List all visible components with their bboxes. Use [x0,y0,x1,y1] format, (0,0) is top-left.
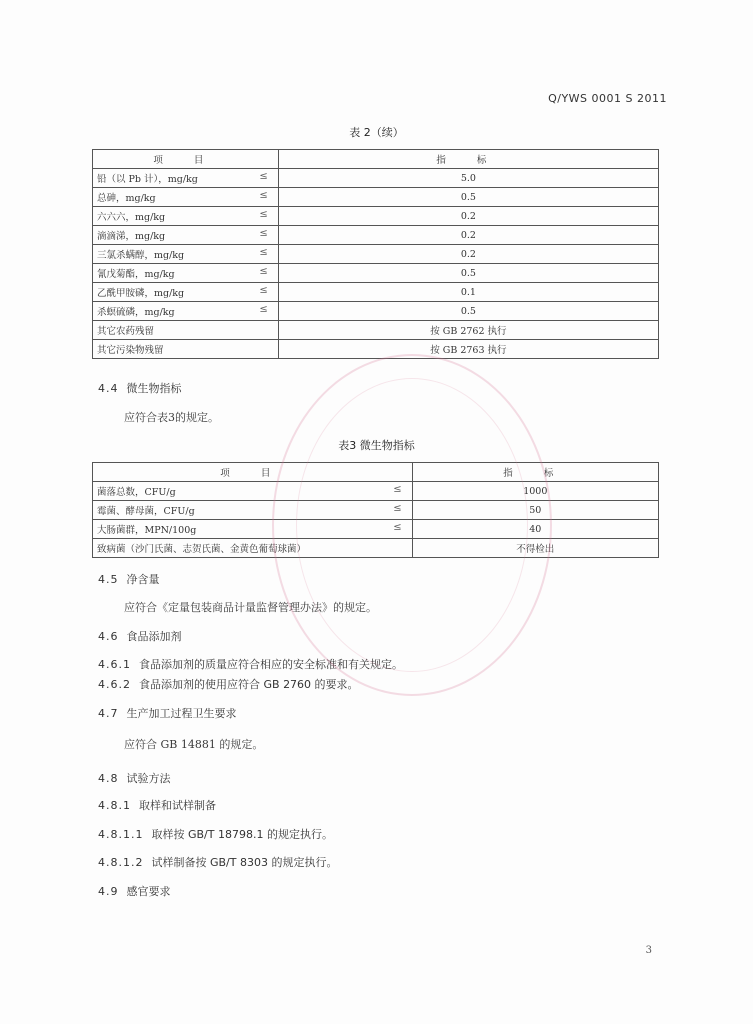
section-4-4-heading [98,380,182,396]
section-title: 试验方法 [126,772,171,785]
operator-symbol: ≤ [393,503,402,514]
section-4-7-text: 应符合 GB 14881 的规定。 [124,738,264,751]
section-title: 微生物指标 [126,382,182,395]
operator-symbol: ≤ [259,190,268,201]
item-name: 致病菌（沙门氏菌、志贺氏菌、金黄色葡萄球菌） [97,544,307,555]
table3-header-row [93,463,659,482]
table3-body [93,482,659,558]
value-cell: 0.2 [278,245,658,264]
item-name: 乙酰甲胺磷，mg/kg [97,288,185,299]
item-name: 其它农药残留 [97,326,155,337]
table3-header-value: 指 标 [412,463,658,482]
table-row [93,169,659,188]
value-cell: 40 [412,520,658,539]
value-cell: 0.2 [278,226,658,245]
operator-symbol: ≤ [259,266,268,277]
item-cell [93,302,279,321]
table2-caption: 表 2（续） [349,126,404,139]
section-number: 4.7 [98,707,119,720]
section-text: 食品添加剂的使用应符合 GB 2760 的要求。 [139,678,359,691]
value-cell: 0.5 [278,188,658,207]
operator-symbol: ≤ [393,484,402,495]
item-name: 霉菌、酵母菌，CFU/g [97,506,195,517]
section-4-6-heading [98,628,182,644]
section-number: 4.8.1 [98,799,131,812]
section-4-6-2 [98,676,359,692]
operator-symbol: ≤ [259,171,268,182]
section-number: 4.6.1 [98,658,131,671]
section-4-8-1-1 [98,826,333,842]
value-cell: 按 GB 2763 执行 [278,340,658,359]
item-name: 滴滴涕，mg/kg [97,231,166,242]
item-name: 大肠菌群，MPN/100g [97,525,197,536]
table-row [93,283,659,302]
item-name: 总砷，mg/kg [97,193,156,204]
section-title: 取样和试样制备 [139,799,216,812]
operator-symbol: ≤ [393,522,402,533]
table3-caption: 表3 微生物指标 [338,439,415,452]
item-name: 其它污染物残留 [97,345,164,356]
table-row [93,501,659,520]
table-row [93,539,659,558]
section-number: 4.9 [98,885,119,898]
item-name: 铅（以 Pb 计），mg/kg [97,174,198,185]
value-cell: 0.2 [278,207,658,226]
table2-header-row [93,150,659,169]
item-cell [93,207,279,226]
section-4-9-heading [98,883,171,899]
document-code: Q/YWS 0001 S 2011 [548,92,667,105]
section-number: 4.6.2 [98,678,131,691]
table-row [93,245,659,264]
table2-body [93,169,659,359]
table-row [93,482,659,501]
table3 [92,462,659,558]
value-cell: 0.5 [278,302,658,321]
table2-header-item: 项 目 [93,150,279,169]
section-4-5-text: 应符合《定量包装商品计量监督管理办法》的规定。 [124,601,377,614]
table2-header-value: 指 标 [278,150,658,169]
table-row [93,340,659,359]
item-cell [93,188,279,207]
table-row [93,321,659,340]
section-number: 4.5 [98,573,119,586]
item-cell [93,482,413,501]
section-4-4-text: 应符合表3的规定。 [124,411,219,424]
item-cell [93,245,279,264]
item-cell [93,226,279,245]
table2 [92,149,659,359]
table-row [93,302,659,321]
item-cell [93,520,413,539]
value-cell: 按 GB 2762 执行 [278,321,658,340]
item-name: 氰戊菊酯，mg/kg [97,269,175,280]
table-row [93,264,659,283]
item-cell [93,283,279,302]
operator-symbol: ≤ [259,247,268,258]
value-cell: 不得检出 [412,539,658,558]
section-number: 4.8 [98,772,119,785]
section-4-8-heading [98,770,171,786]
section-4-7-heading [98,705,237,721]
section-number: 4.8.1.1 [98,828,144,841]
section-4-8-1-heading [98,797,216,813]
item-cell [93,264,279,283]
operator-symbol: ≤ [259,304,268,315]
page-number: 3 [645,945,652,956]
section-number: 4.6 [98,630,119,643]
section-text: 食品添加剂的质量应符合相应的安全标准和有关规定。 [139,658,403,671]
operator-symbol: ≤ [259,228,268,239]
item-cell [93,169,279,188]
value-cell: 5.0 [278,169,658,188]
item-name: 菌落总数，CFU/g [97,487,176,498]
section-title: 净含量 [126,573,160,586]
section-number: 4.4 [98,382,119,395]
table-row [93,226,659,245]
item-name: 杀螟硫磷，mg/kg [97,307,175,318]
section-4-8-1-2 [98,854,337,870]
value-cell: 50 [412,501,658,520]
section-title: 生产加工过程卫生要求 [126,707,237,720]
operator-symbol: ≤ [259,285,268,296]
section-title: 食品添加剂 [126,630,182,643]
item-name: 六六六，mg/kg [97,212,166,223]
section-number: 4.8.1.2 [98,856,144,869]
item-name: 三氯杀螨醇，mg/kg [97,250,185,261]
item-cell [93,539,413,558]
section-title: 感官要求 [126,885,171,898]
item-cell [93,501,413,520]
table-row [93,188,659,207]
item-cell [93,340,279,359]
table3-header-item: 项 目 [93,463,413,482]
operator-symbol: ≤ [259,209,268,220]
section-text: 试样制备按 GB/T 8303 的规定执行。 [151,856,338,869]
item-cell [93,321,279,340]
section-4-6-1 [98,656,403,672]
value-cell: 0.5 [278,264,658,283]
table-row [93,520,659,539]
value-cell: 0.1 [278,283,658,302]
table-row [93,207,659,226]
value-cell: 1000 [412,482,658,501]
section-4-5-heading [98,571,160,587]
section-text: 取样按 GB/T 18798.1 的规定执行。 [151,828,333,841]
